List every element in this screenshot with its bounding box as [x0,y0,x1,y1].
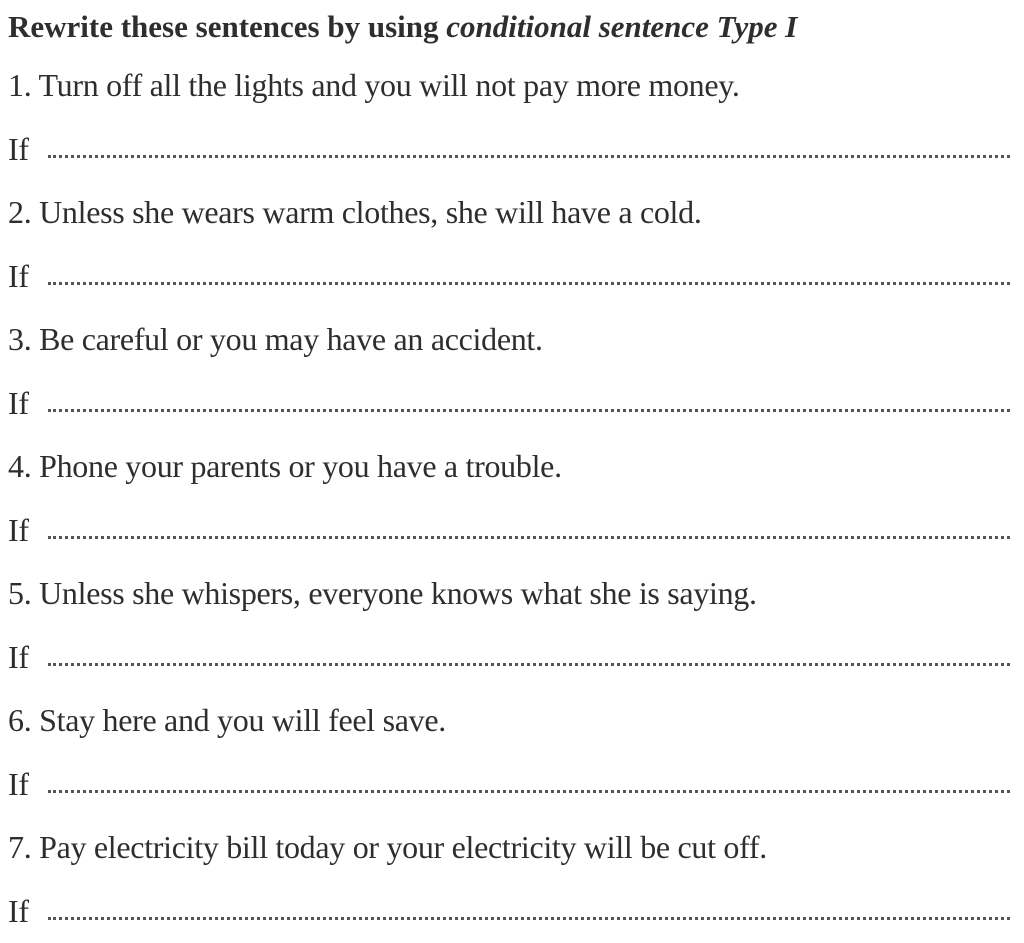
dotted-answer-blank[interactable] [48,663,1010,666]
dotted-answer-blank[interactable] [48,282,1010,285]
answer-prefix: If [8,753,48,817]
exercise-sentence: 5. Unless she whispers, everyone knows what she is saying. [8,562,1024,626]
answer-line[interactable] [8,245,1024,309]
answer-prefix: If [8,372,48,436]
exercise-sentence: 2. Unless she wears warm clothes, she will have a cold. [8,181,1024,245]
heading-emphasis: conditional sentence Type I [446,9,797,44]
exercise-list [8,54,1024,943]
answer-line[interactable] [8,626,1024,690]
answer-prefix: If [8,499,48,563]
dotted-answer-blank[interactable] [48,917,1010,920]
answer-prefix: If [8,880,48,943]
answer-prefix: If [8,118,48,182]
exercise-sentence: 7. Pay electricity bill today or your electricity will be cut off. [8,816,1024,880]
answer-prefix: If [8,626,48,690]
answer-line[interactable] [8,118,1024,182]
answer-line[interactable] [8,372,1024,436]
exercise-sentence: 4. Phone your parents or you have a trouble. [8,435,1024,499]
answer-line[interactable] [8,753,1024,817]
instructions-heading [8,0,1024,54]
exercise-sentence: 3. Be careful or you may have an accident. [8,308,1024,372]
answer-prefix: If [8,245,48,309]
exercise-sentence: 1. Turn off all the lights and you will not pay more money. [8,54,1024,118]
answer-line[interactable] [8,880,1024,943]
answer-line[interactable] [8,499,1024,563]
dotted-answer-blank[interactable] [48,155,1010,158]
heading-text: Rewrite these sentences by using [8,9,446,44]
dotted-answer-blank[interactable] [48,409,1010,412]
dotted-answer-blank[interactable] [48,790,1010,793]
dotted-answer-blank[interactable] [48,536,1010,539]
exercise-sentence: 6. Stay here and you will feel save. [8,689,1024,753]
